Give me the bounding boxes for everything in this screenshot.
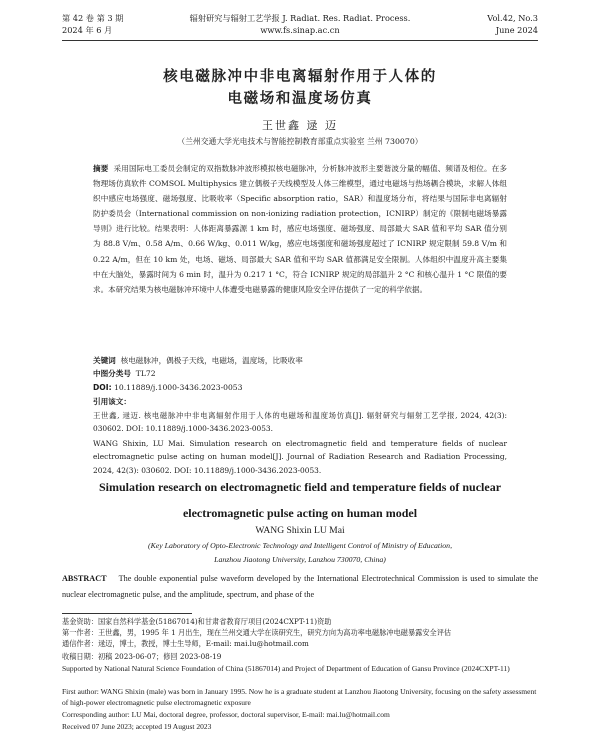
- footnote-corresponding-cn: 通信作者：逯迈，博士，教授，博士生导师，E-mail: mai.lu@hotmail.com: [62, 639, 309, 648]
- footnote-fund-cn: 基金资助：国家自然科学基金(51867014)和甘肃省教育厅项目(2024CXPT-11)资助: [62, 617, 332, 626]
- citation-cn: 王世鑫, 逯迈. 核电磁脉冲中非电离辐射作用于人体的电磁场和温度场仿真[J]. 辐射研究与辐射工艺学报, 2024, 42(3): 030602. DOI: 10.11889/j.1000-3436.2023-0053.: [93, 411, 507, 434]
- citation-en: WANG Shixin, LU Mai. Simulation research on electromagnetic field and temperature fields of nuclear electromagnetic pulse acting on human model[J]. Journal of Radiation Research and Radiation Processing, 2024, 42(3): 030602. DOI: 10.11889/j.1000-3436.2023-0053.: [93, 439, 507, 475]
- affiliation-en-line2: Lanzhou Jiaotong University, Lanzhou 730070, China): [214, 555, 386, 564]
- footnote-received-en: Received 07 June 2023; accepted 19 August 2023: [62, 722, 212, 731]
- doi: [93, 381, 507, 394]
- paper-title-cn: [0, 66, 600, 110]
- volume-issue-en: Vol.42, No.3: [487, 13, 538, 23]
- abstract-en-text: The double exponential pulse waveform developed by the International Electrotechnical Commission is used to simulate the nuclear electromagnetic pulse, and the amplitude, spectrum, and phase of the: [62, 574, 538, 599]
- keywords-cn: [93, 354, 507, 367]
- title-en-line1: Simulation research on electromagnetic field and temperature fields of nuclear: [98, 480, 502, 494]
- authors-cn: 王世鑫 逯 迈: [262, 119, 338, 132]
- cite-label-text: 引用该文：: [93, 397, 131, 406]
- affiliation-cn: （兰州交通大学光电技术与智能控制教育部重点实验室 兰州 730070）: [177, 137, 423, 146]
- keywords-label: 关键词: [93, 356, 116, 365]
- clc-text: TL72: [135, 369, 156, 378]
- date-en: June 2024: [495, 25, 538, 35]
- affiliation-en: [0, 539, 600, 567]
- footnote-first-author-cn: 第一作者：王世鑫，男，1995 年 1 月出生，现在兰州交通大学在读研究生，研究方向为高功率电磁脉冲电磁暴露安全评估: [62, 628, 452, 637]
- abstract-cn-label: 摘要: [93, 164, 109, 173]
- affiliation-en-line1: (Key Laboratory of Opto-Electronic Technology and Intelligent Control of Ministry of Education,: [147, 541, 453, 550]
- doi-link[interactable]: 10.11889/j.1000-3436.2023-0053: [114, 383, 243, 392]
- doi-label: DOI:: [93, 383, 112, 392]
- clc-label: 中图分类号: [93, 369, 131, 378]
- footnote-corresponding-en: Corresponding author: LU Mai, doctoral degree, professor, doctoral supervisor, E-mail: mai.lu@hotmail.com: [62, 710, 390, 719]
- title-cn-line1: 核电磁脉冲中非电离辐射作用于人体的: [163, 69, 437, 85]
- header-divider: [62, 40, 538, 41]
- journal-name: 辐射研究与辐射工艺学报 J. Radiat. Res. Radiat. Process.: [189, 13, 411, 23]
- footnote-divider: [62, 613, 192, 614]
- cite-label: [93, 395, 507, 408]
- keywords-text: 核电磁脉冲，偶极子天线，电磁场，温度场，比吸收率: [120, 356, 303, 365]
- abstract-cn: [93, 161, 507, 297]
- title-en-line2: electromagnetic pulse acting on human model: [182, 506, 418, 520]
- volume-issue-cn: 第 42 卷 第 3 期: [62, 13, 124, 23]
- abstract-en-label: ABSTRACT: [62, 574, 107, 583]
- journal-website[interactable]: www.fs.sinap.ac.cn: [260, 25, 340, 35]
- paper-title-en: [62, 474, 538, 526]
- title-cn-line2: 电磁场和温度场仿真: [227, 91, 373, 107]
- header-volume-en: [487, 12, 538, 36]
- clc-number: [93, 367, 507, 380]
- date-cn: 2024 年 6 月: [62, 25, 113, 35]
- footnote-first-author-en: First author: WANG Shixin (male) was born in January 1995. Now he is a graduate student at Lanzhou Jiaotong University, focusing on the safety assessment of high-power electromagnetic pulse electromagnetic exposure: [62, 687, 537, 707]
- abstract-cn-text: 采用国际电工委员会制定的双指数脉冲波形模拟核电磁脉冲，分析脉冲波形主要谐波分量的幅值、频谱及相位。在多物理场仿真软件 COMSOL Multiphysics 建立偶极子天线模型及人体三维模型，通过电磁场与热场耦合模块，求解人体组织中感应电场强度、磁场强度、比吸收率（Specific absorption ratio，SAR）和温度场分布，将结果与国际非电离辐射防护委员会（International commission on non-ionizing radiation protection，ICNIRP）制定的《限制电磁场暴露导则》进行比较。结果表明：人体距离暴露源 1 km 时，感应电场强度、磁场强度、局部最大 SAR 值和平均 SAR 值分别为 88.8 V/m、0.58 A/m、0.66 W/kg、0.011 W/kg，感应电场强度和磁场强度超过了 ICNIRP 规定限制 59.8 V/m 和 0.22 A/m，但在 10 km 处，电场、磁场、局部最大 SAR 值和平均 SAR 值都满足安全限制。人体组织中温度升高主要集中在大脑处，暴露时间为 6 min 时，温升为 0.217 1 °C，符合 ICNIRP 规定的局部温升 2 °C 和核心温升 1 °C 限值的要求。本研究结果为核电磁脉冲环境中人体遭受电磁暴露的健康风险安全评估提供了一定的科学依据。: [93, 164, 507, 294]
- abstract-en: [62, 571, 538, 603]
- footnote-fund-en: Supported by National Natural Science Foundation of China (51867014) and Project of Department of Education of Gansu Province (2024CXPT-11): [62, 664, 510, 673]
- authors-en: WANG Shixin LU Mai: [255, 525, 345, 536]
- footnote-dates-cn: 收稿日期：初稿 2023-06-07；修回 2023-08-19: [62, 652, 222, 661]
